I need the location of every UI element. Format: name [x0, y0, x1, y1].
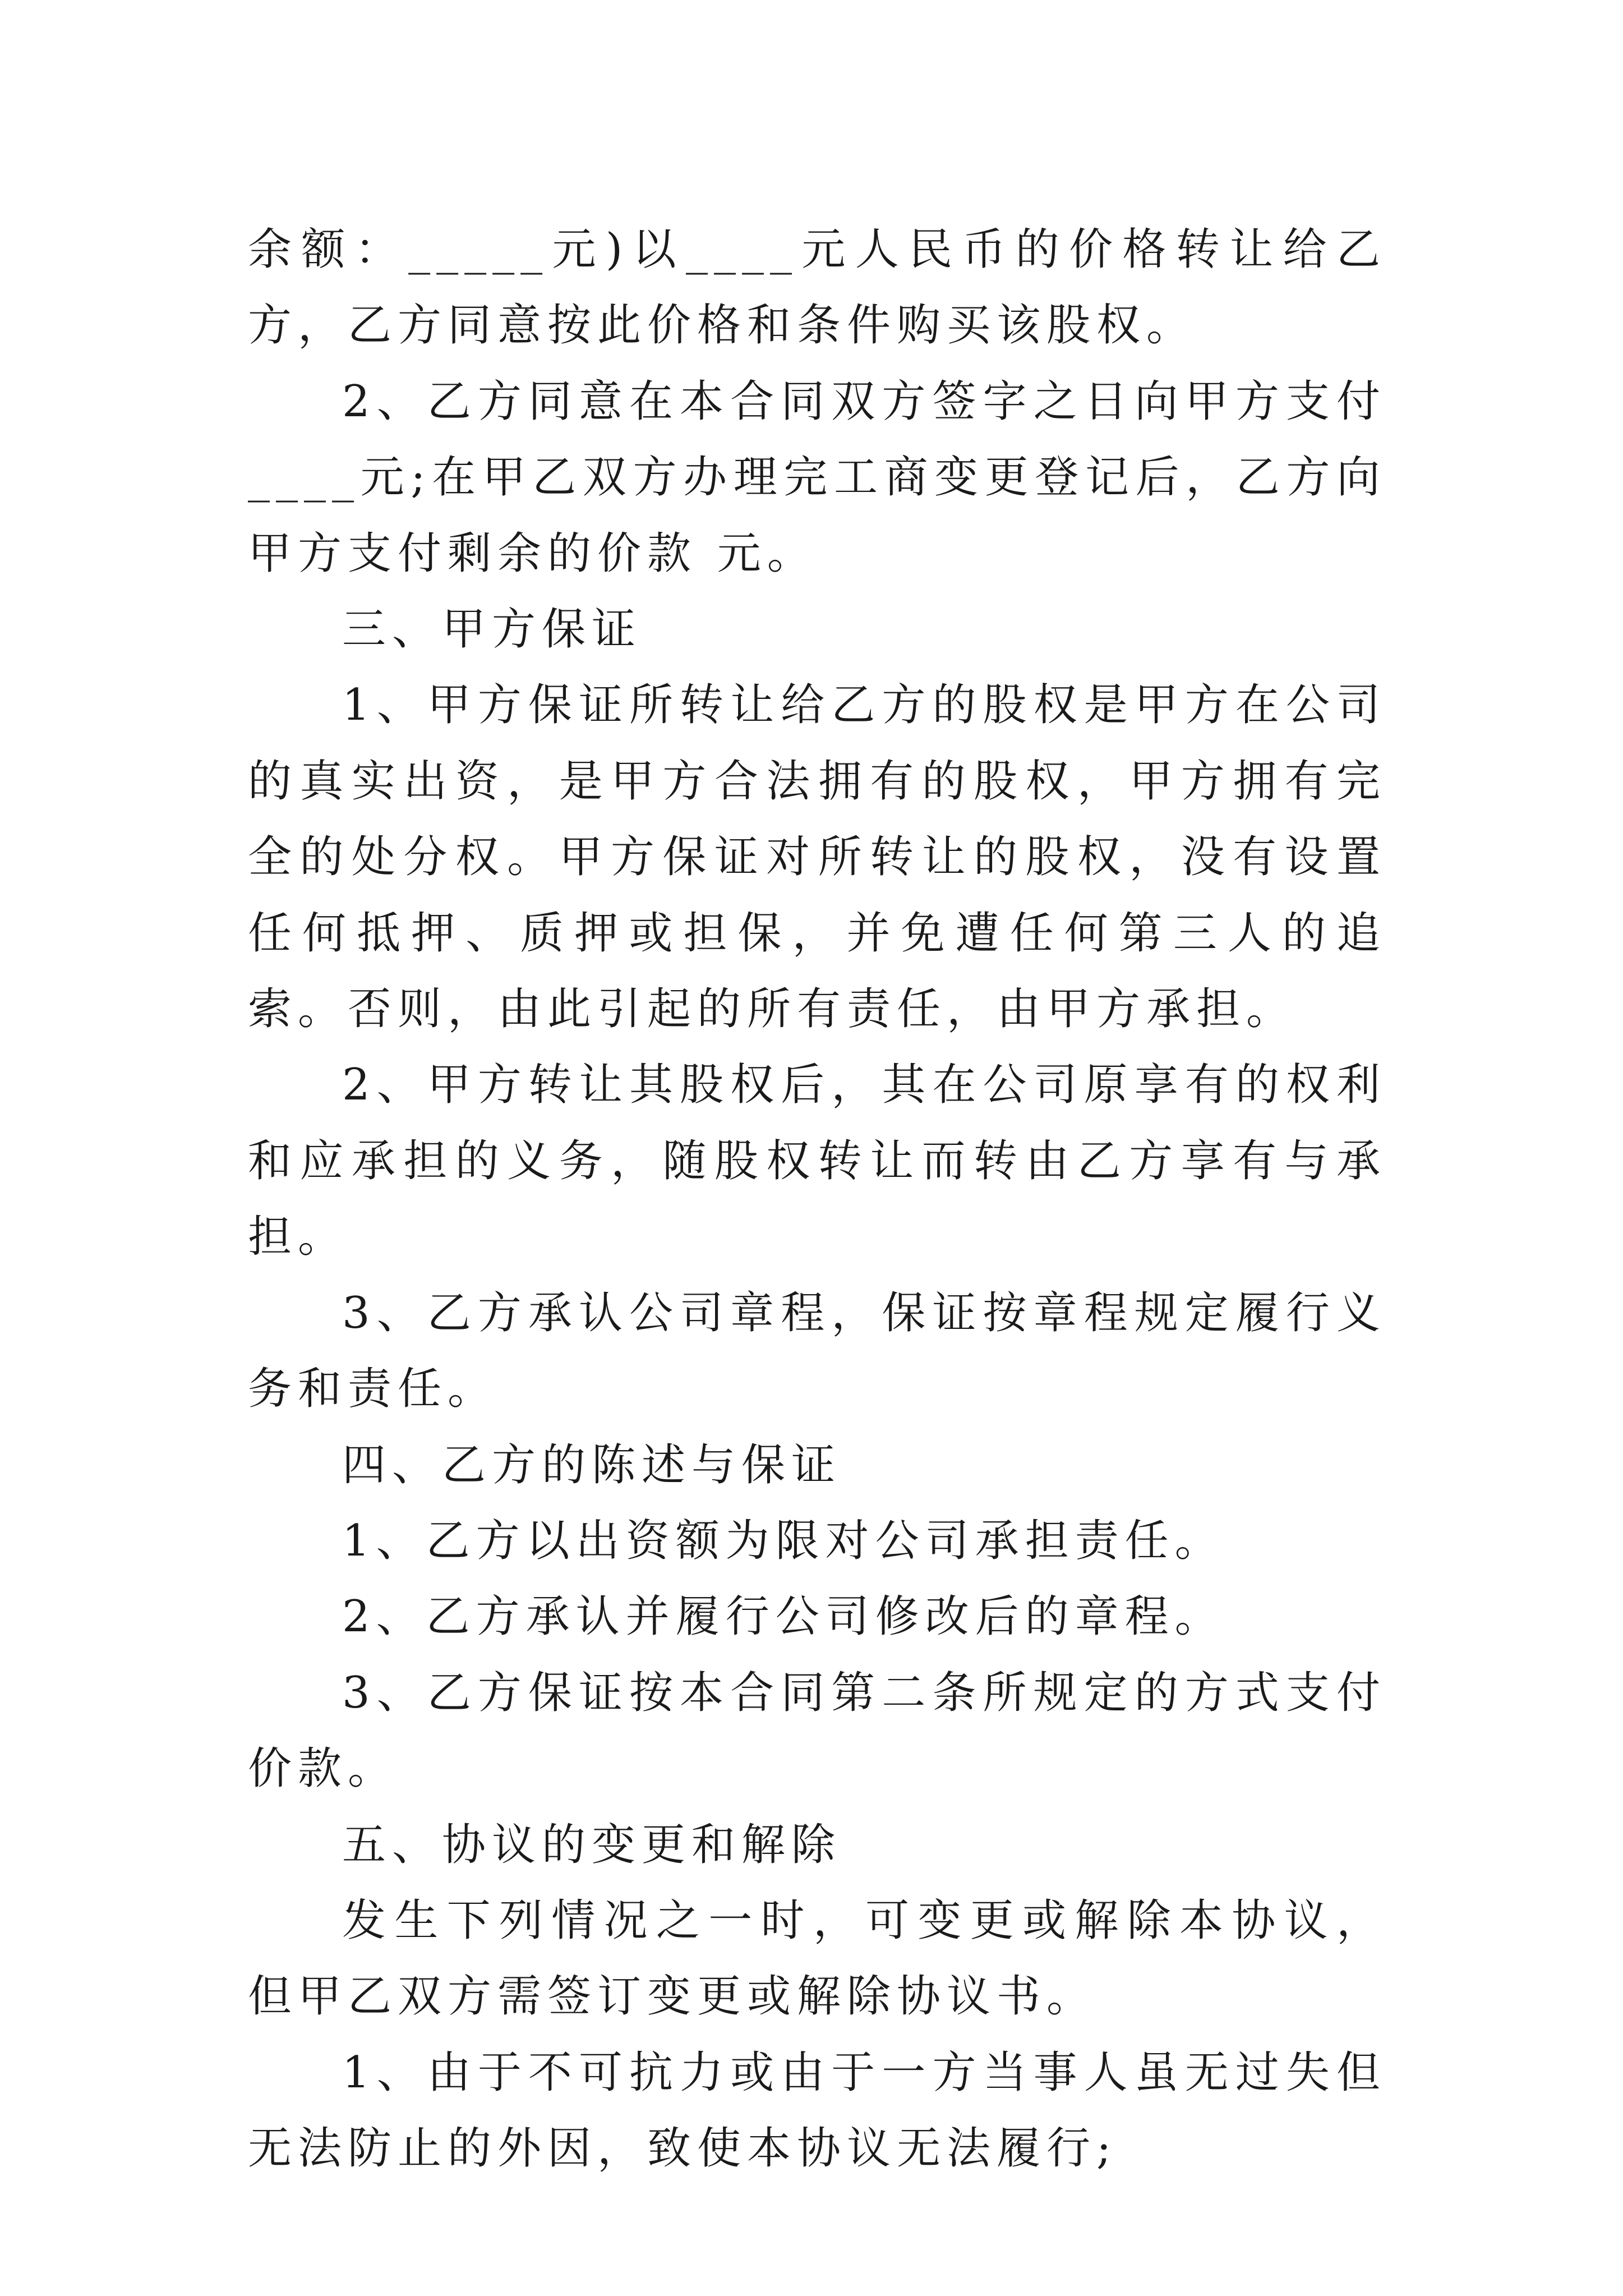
paragraph-party-b-statement-3: 3、乙方保证按本合同第二条所规定的方式支付价款。	[248, 1667, 1386, 1795]
paragraph-change-conditions: 发生下列情况之一时，可变更或解除本协议，但甲乙双方需签订变更或解除协议书。	[248, 1895, 1386, 2022]
section-heading-party-b-statements: 四、乙方的陈述与保证	[342, 1439, 842, 1490]
paragraph-party-a-guarantee-2: 2、甲方转让其股权后，其在公司原享有的权利和应承担的义务，随股权转让而转由乙方享有与承担。	[248, 1060, 1386, 1263]
section-heading-change-termination: 五、协议的变更和解除	[342, 1819, 842, 1870]
paragraph-party-b-statement-1: 1、乙方以出资额为限对公司承担责任。	[342, 1515, 1225, 1566]
section-heading-party-a-guarantee: 三、甲方保证	[342, 604, 642, 655]
paragraph-payment-terms: 2、乙方同意在本合同双方签字之日向甲方支付____元;在甲乙双方办理完工商变更登记后，乙方向甲方支付剩余的价款 元。	[248, 376, 1386, 579]
document-body	[248, 212, 1386, 2187]
paragraph-party-a-guarantee-1: 1、甲方保证所转让给乙方的股权是甲方在公司的真实出资，是甲方合法拥有的股权，甲方拥有完全的处分权。甲方保证对所转让的股权，没有设置任何抵押、质押或担保，并免遭任何第三人的追索。否则，由此引起的所有责任，由甲方承担。	[248, 680, 1386, 1035]
paragraph-force-majeure: 1、由于不可抗力或由于一方当事人虽无过失但无法防止的外因，致使本协议无法履行;	[248, 2047, 1386, 2174]
paragraph-party-b-statement-2: 2、乙方承认并履行公司修改后的章程。	[342, 1591, 1225, 1642]
paragraph-party-a-guarantee-3: 3、乙方承认公司章程，保证按章程规定履行义务和责任。	[248, 1287, 1386, 1415]
paragraph-price-transfer: 余额：_____元)以____元人民币的价格转让给乙方，乙方同意按此价格和条件购买该股权。	[248, 224, 1386, 351]
